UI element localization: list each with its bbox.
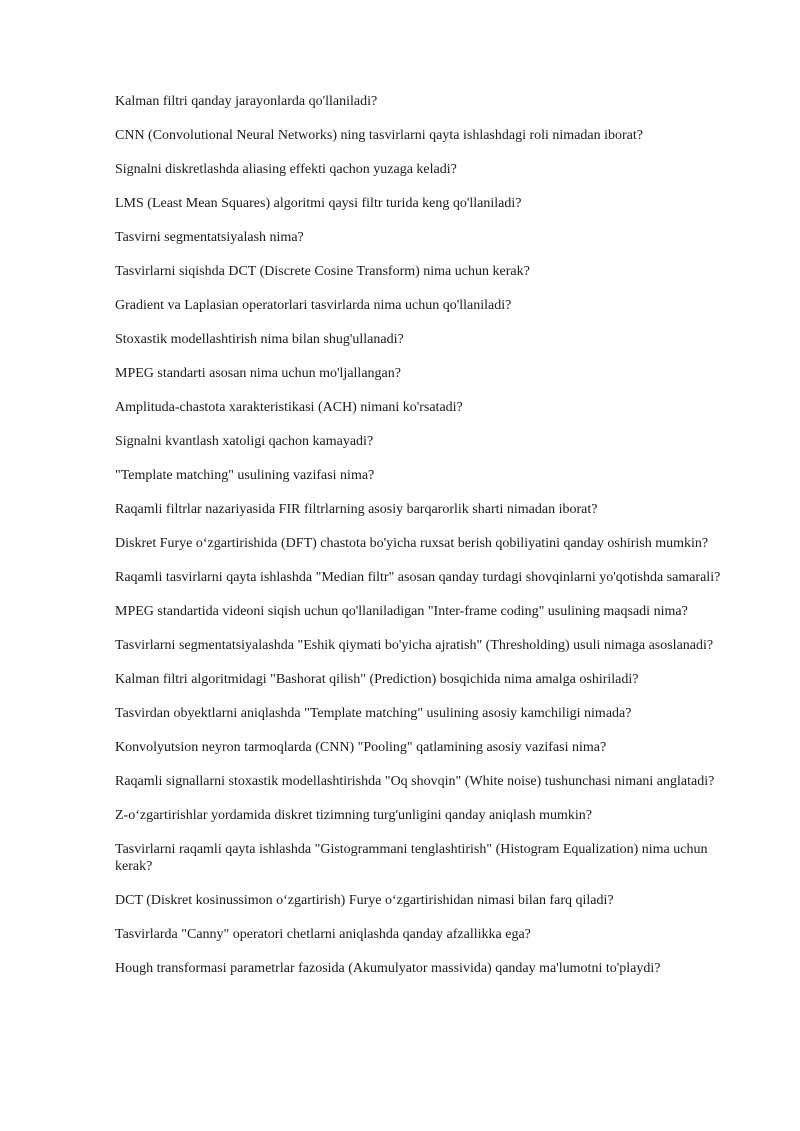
question-item: Konvolyutsion neyron tarmoqlarda (CNN) "Pooling" qatlamining asosiy vazifasi nima? <box>115 740 607 755</box>
question-item: Kalman filtri algoritmidagi "Bashorat qilish" (Prediction) bosqichida nima amalga oshiriladi? <box>115 672 639 687</box>
question-item: Signalni kvantlash xatoligi qachon kamayadi? <box>115 434 374 449</box>
question-item: Tasvirdan obyektlarni aniqlashda "Template matching" usulining asosiy kamchiligi nimada? <box>115 706 632 721</box>
question-item: MPEG standartida videoni siqish uchun qo'llaniladigan "Inter-frame coding" usulining maqsadi nima? <box>115 604 688 619</box>
question-item: Gradient va Laplasian operatorlari tasvirlarda nima uchun qo'llaniladi? <box>115 298 512 313</box>
question-item: LMS (Least Mean Squares) algoritmi qaysi filtr turida keng qo'llaniladi? <box>115 196 522 211</box>
question-item: Z-oʻzgartirishlar yordamida diskret tizimning turg'unligini qanday aniqlash mumkin? <box>115 808 592 823</box>
question-item: Diskret Furye oʻzgartirishida (DFT) chastota bo'yicha ruxsat berish qobiliyatini qanday oshirish mumkin? <box>115 536 709 551</box>
question-item: Amplituda-chastota xarakteristikasi (ACH) nimani ko'rsatadi? <box>115 400 463 415</box>
question-item: Hough transformasi parametrlar fazosida (Akumulyator massivida) qanday ma'lumotni to'playdi? <box>115 961 661 976</box>
question-item: Raqamli filtrlar nazariyasida FIR filtrlarning asosiy barqarorlik sharti nimadan iborat? <box>115 502 598 517</box>
question-item: "Template matching" usulining vazifasi nima? <box>115 468 375 483</box>
question-item: Signalni diskretlashda aliasing effekti qachon yuzaga keladi? <box>115 162 457 177</box>
question-item: Stoxastik modellashtirish nima bilan shug'ullanadi? <box>115 332 404 347</box>
question-item: Tasvirlarni raqamli qayta ishlashda "Gistogrammani tenglashtirish" (Histogram Equalization) nima uchun kerak? <box>115 842 708 874</box>
question-item: Tasvirlarda "Canny" operatori chetlarni aniqlashda qanday afzallikka ega? <box>115 927 531 942</box>
question-item: Kalman filtri qanday jarayonlarda qo'llaniladi? <box>115 94 378 109</box>
question-item: DCT (Diskret kosinussimon oʻzgartirish) Furye oʻzgartirishidan nimasi bilan farq qiladi? <box>115 893 614 908</box>
question-list <box>115 93 747 994</box>
question-item: CNN (Convolutional Neural Networks) ning tasvirlarni qayta ishlashdagi roli nimadan iborat? <box>115 128 643 143</box>
question-item: Tasvirni segmentatsiyalash nima? <box>115 230 304 245</box>
question-item: Tasvirlarni segmentatsiyalashda "Eshik qiymati bo'yicha ajratish" (Thresholding) usuli nimaga asoslanadi? <box>115 638 714 653</box>
question-item: Raqamli tasvirlarni qayta ishlashda "Median filtr" asosan qanday turdagi shovqinlarni yo'qotishda samarali? <box>115 570 721 585</box>
question-item: Tasvirlarni siqishda DCT (Discrete Cosine Transform) nima uchun kerak? <box>115 264 530 279</box>
question-item: MPEG standarti asosan nima uchun mo'ljallangan? <box>115 366 401 381</box>
question-item: Raqamli signallarni stoxastik modellashtirishda "Oq shovqin" (White noise) tushunchasi nimani anglatadi? <box>115 774 715 789</box>
